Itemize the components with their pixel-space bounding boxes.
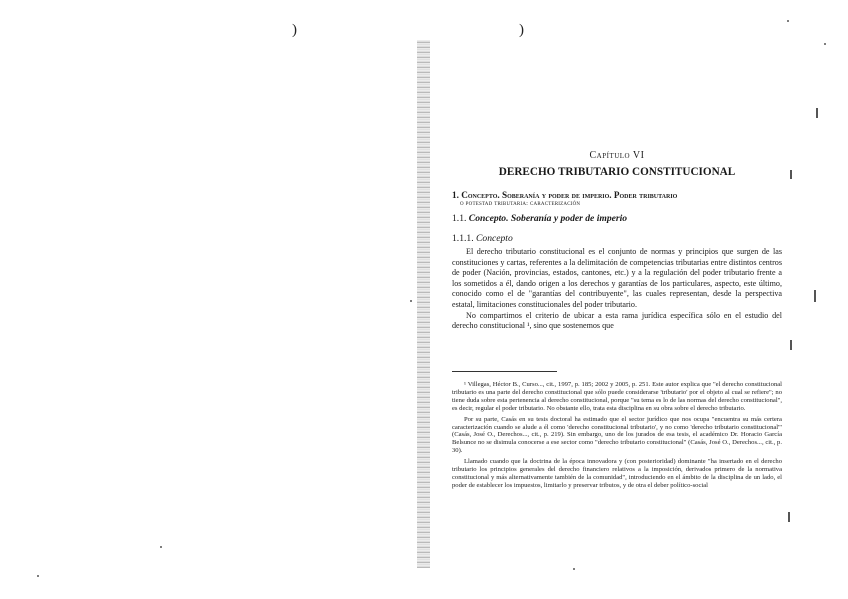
- chapter-title: DERECHO TRIBUTARIO CONSTITUCIONAL: [498, 166, 736, 178]
- footnote-rule: [452, 371, 557, 372]
- margin-mark: [814, 290, 816, 302]
- section-subheading: o potestad tributaria: caracterización: [460, 200, 581, 207]
- subsubsection-number: 1.1.1.: [452, 233, 474, 244]
- subsubsection-title: Concepto: [476, 233, 513, 244]
- margin-mark: [790, 340, 792, 350]
- dust-speck: [787, 20, 789, 22]
- book-spine-shadow: [417, 40, 430, 568]
- subsection-title: Concepto. Soberanía y poder de imperio: [468, 213, 628, 224]
- dust-speck: [160, 546, 162, 548]
- page-body: [452, 150, 782, 332]
- dust-speck: [37, 575, 39, 577]
- dust-speck: [410, 300, 412, 302]
- margin-mark: [816, 108, 818, 118]
- scan-mark-left: ): [292, 22, 297, 38]
- subsubsection-heading: [452, 233, 782, 244]
- subsection-heading: [452, 213, 782, 224]
- footnote-3: Llamado cuando que la doctrina de la época innovadora y (con posterioridad) dominante "ha insertado en el derecho tributario los principios generales del derecho financiero relativos a la imposición, derivados primero de la normativa constitucional y más alternativamente también de la comunidad", introduciendo en el ámbito de la disciplina de un lado, el poder de establecer los impuestos, limitarlo y preservar tributos, y de otra el deber político-social: [452, 458, 782, 489]
- dust-speck: [824, 43, 826, 45]
- subsection-number: 1.1.: [452, 213, 467, 224]
- footnote-1: ¹ Villegas, Héctor B., Curso..., cit., 1997, p. 185; 2002 y 2005, p. 251. Este autor explica que "el derecho constitucional tributario es una parte del derecho constitucional que sólo puede considerarse 'tributario' por el objeto al cual se refiere"; no tiene duda sobre esta pertenencia al derecho constitucional, porque "su tema es lo de las normas del derecho constitucional", es decir, regular el poder tributario. No obstante ello, trata esta disciplina en su obra sobre el derecho tributario.: [452, 381, 782, 412]
- footnotes: [452, 381, 782, 493]
- margin-mark: [788, 512, 790, 522]
- chapter-label: Capítulo VI: [589, 150, 645, 161]
- scan-mark-right: ): [519, 22, 524, 38]
- body-paragraph-2: No compartimos el criterio de ubicar a esta rama jurídica específica sólo en el estudio del derecho constitucional ¹, sino que sostenemos que: [452, 310, 782, 331]
- body-paragraph-1: El derecho tributario constitucional es el conjunto de normas y principios que surgen de las constituciones y cartas, referentes a la delimitación de competencias tributarias entre distintos centros de poder (Nación, provincias, estados, cantones, etc.) y a la regulación del poder tributario frente a los sometidos a él, dando origen a los derechos y garantías de los particulares, aspecto, este último, conocido como el de "garantías del contribuyente", las cuales representan, desde la perspectiva estatal, limitaciones constitucionales del poder tributario.: [452, 247, 782, 309]
- footnote-2: Por su parte, Casás en su tesis doctoral ha estimado que el sector jurídico que nos ocupa "encuentra su más certera caracterización cuando se alude a él como 'derecho constitucional tributario', y no como 'derecho tributario constitucional'" (Casás, José O., Derechos..., cit., p. 219). Sin embargo, uno de los jurados de esa tesis, el académico Dr. Horacio García Belsunce no se disimula conocerse a ese sector como "derecho tributario constitucional" (Casás, José O., Derechos..., cit., p. 30).: [452, 415, 782, 455]
- dust-speck: [573, 568, 575, 570]
- margin-mark: [790, 170, 792, 179]
- section-heading: 1. Concepto. Soberanía y poder de imperio. Poder tributario: [452, 190, 678, 200]
